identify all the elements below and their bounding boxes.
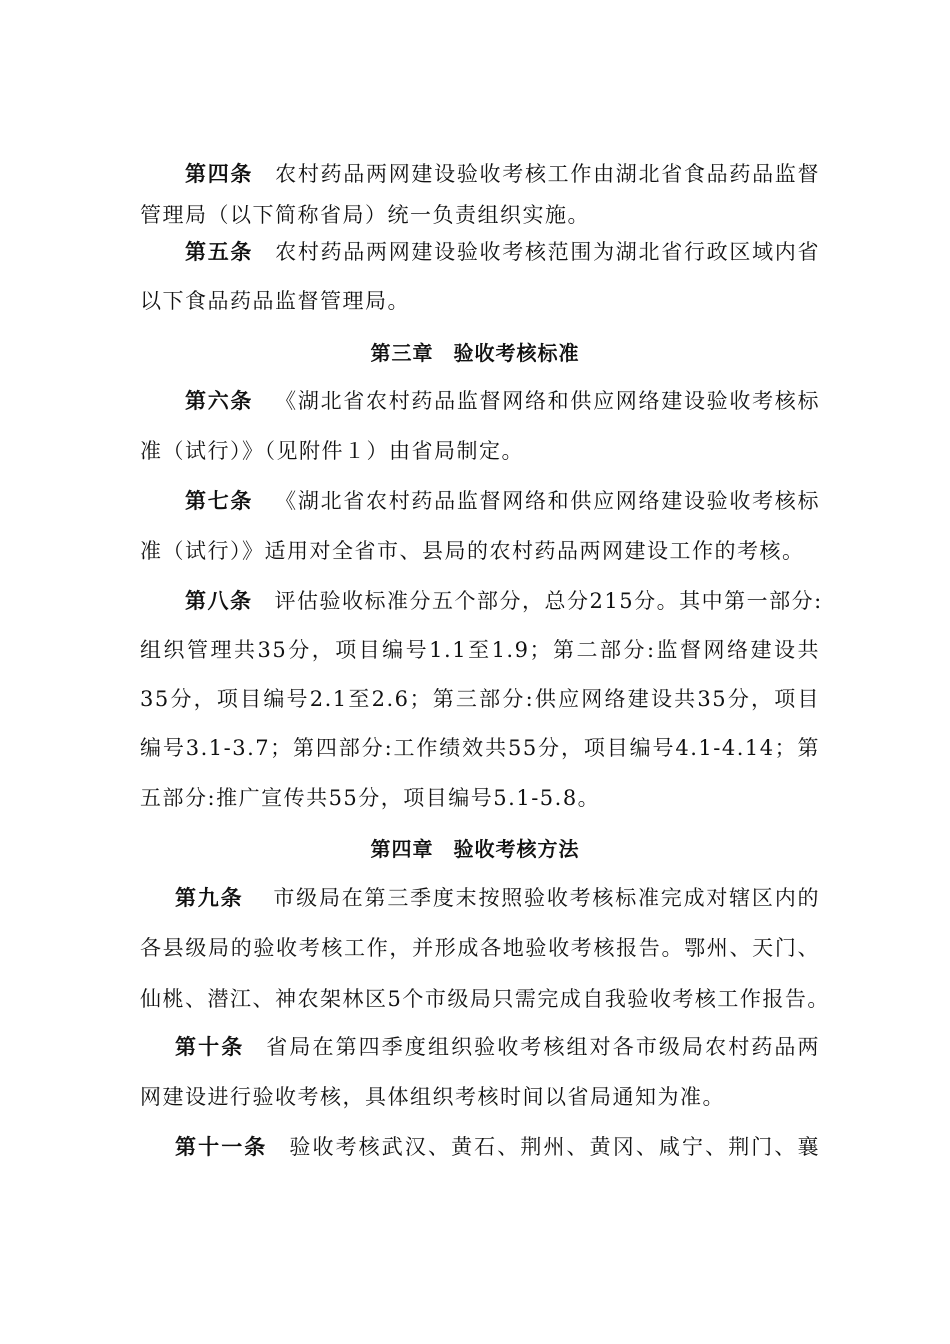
article-4-line-2: 管理局（以下简称省局）统一负责组织实施。 [140, 203, 590, 227]
article-8-line-3: 35分，项目编号2.1至2.6；第三部分:供应网络建设共35分，项目 [140, 687, 820, 711]
article-7-line-2: 准（试行）》适用对全省市、县局的农村药品两网建设工作的考核。 [140, 539, 805, 563]
article-5-line-2: 以下食品药品监督管理局。 [140, 289, 410, 313]
article-11-text-1: 验收考核武汉、黄石、荆州、黄冈、咸宁、荆门、襄 [289, 1135, 821, 1159]
article-11-label: 第十一条 [175, 1135, 268, 1159]
article-6-text-1: 《湖北省农村药品监督网络和供应网络建设验收考核标 [275, 389, 821, 413]
article-9-line-1 [175, 884, 820, 912]
article-6-line-1 [185, 387, 820, 415]
article-8-text-1: 评估验收标准分五个部分，总分215分。其中第一部分: [274, 589, 823, 613]
article-10-text-1: 省局在第四季度组织验收考核组对各市级局农村药品两 [266, 1035, 821, 1059]
article-7-text-1: 《湖北省农村药品监督网络和供应网络建设验收考核标 [275, 489, 821, 513]
chapter-4-title: 验收考核方法 [453, 837, 580, 861]
article-5-line-1 [185, 238, 820, 266]
article-4-line-1 [185, 160, 820, 188]
article-8-line-5: 五部分:推广宣传共55分，项目编号5.1-5.8。 [140, 786, 601, 810]
chapter-3-number: 第三章 [370, 341, 434, 365]
article-4-label: 第四条 [185, 162, 254, 186]
chapter-3-heading [0, 339, 950, 367]
chapter-3-title: 验收考核标准 [453, 341, 580, 365]
article-10-line-1 [175, 1033, 820, 1061]
article-5-text-1: 农村药品两网建设验收考核范围为湖北省行政区域内省 [275, 240, 821, 264]
article-9-text-1: 市级局在第三季度末按照验收考核标准完成对辖区内的 [273, 886, 821, 910]
article-5-label: 第五条 [185, 240, 254, 264]
chapter-4-heading [0, 835, 950, 863]
chapter-4-number: 第四章 [370, 837, 434, 861]
article-9-label: 第九条 [175, 886, 244, 910]
article-7-line-1 [185, 487, 820, 515]
article-6-label: 第六条 [185, 389, 254, 413]
article-6-line-2: 准（试行）》（见附件１）由省局制定。 [140, 439, 524, 463]
article-10-line-2: 网建设进行验收考核，具体组织考核时间以省局通知为准。 [140, 1085, 725, 1109]
article-10-label: 第十条 [175, 1035, 245, 1059]
article-9-line-3: 仙桃、潜江、神农架林区5个市级局只需完成自我验收考核工作报告。 [140, 987, 830, 1011]
article-7-label: 第七条 [185, 489, 254, 513]
article-9-line-2: 各县级局的验收考核工作，并形成各地验收考核报告。鄂州、天门、 [140, 936, 820, 960]
article-8-line-4: 编号3.1-3.7；第四部分:工作绩效共55分，项目编号4.1-4.14；第 [140, 736, 820, 760]
article-8-label: 第八条 [185, 589, 253, 613]
article-4-text-1: 农村药品两网建设验收考核工作由湖北省食品药品监督 [275, 162, 821, 186]
article-11-line-1 [175, 1133, 820, 1161]
article-8-line-1 [185, 587, 823, 615]
article-8-line-2: 组织管理共35分，项目编号1.1至1.9；第二部分:监督网络建设共 [140, 638, 820, 662]
